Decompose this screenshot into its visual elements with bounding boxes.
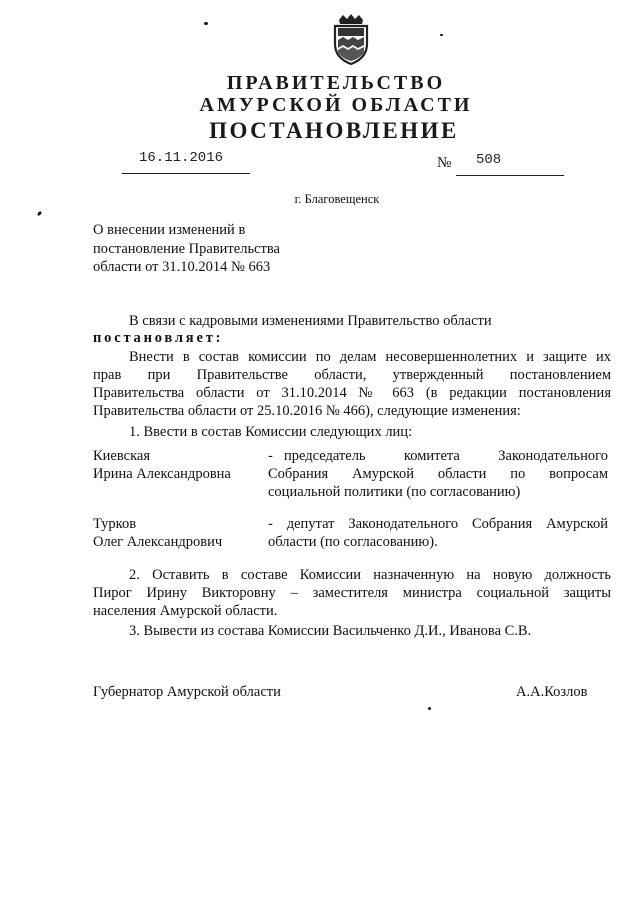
- member-surname: Турков: [93, 516, 137, 532]
- member-description: [284, 447, 608, 465]
- scan-speck: [204, 22, 208, 25]
- coat-of-arms-emblem: [331, 14, 371, 66]
- item-3: 3. Вывести из состава Комиссии Васильченко Д.И., Иванова С.В.: [129, 623, 532, 639]
- document-number: 508: [476, 152, 502, 168]
- member-given-names: Ирина Александровна: [93, 466, 231, 482]
- document-date: 16.11.2016: [139, 150, 224, 166]
- resolves-word: постановляет:: [93, 330, 224, 346]
- member-name: [93, 447, 263, 483]
- date-underline: [122, 173, 250, 174]
- signer-title: Губернатор Амурской области: [93, 684, 281, 700]
- scan-speck: [428, 707, 431, 710]
- intro-paragraph: В связи с кадровыми изменениями Правительство области: [129, 313, 492, 329]
- item-2: [93, 566, 611, 620]
- paragraph-line: Правительства области от 31.10.2014 № 663 (в редакции постановления: [93, 385, 611, 401]
- member-given-names: Олег Александрович: [93, 534, 223, 550]
- member-name: [93, 515, 263, 551]
- member-description: [268, 515, 608, 551]
- scan-speck: [37, 211, 43, 217]
- main-item-paragraph: [93, 348, 611, 420]
- government-name-line1: ПРАВИТЕЛЬСТВО: [226, 72, 446, 94]
- subject-line: области от 31.10.2014 № 663: [93, 259, 271, 275]
- paragraph-line: населения Амурской области.: [93, 603, 278, 619]
- subject-line: О внесении изменений в: [93, 222, 246, 238]
- description-line: - депутат Законодательного Собрания Амурской: [268, 516, 608, 532]
- description-line: социальной политики (по согласованию): [268, 484, 521, 500]
- member-surname: Киевская: [93, 448, 150, 464]
- member-description-cont: [268, 465, 608, 501]
- paragraph-line: прав при Правительстве области, утвержденный постановлением: [93, 367, 611, 383]
- description-line: области (по согласованию).: [268, 534, 438, 550]
- description-line: Собрания Амурской области по вопросам: [268, 466, 608, 482]
- member-dash: -: [268, 448, 273, 464]
- item-1: 1. Ввести в состав Комиссии следующих лиц:: [129, 424, 413, 440]
- document-subject: [93, 221, 280, 277]
- paragraph-line: Пирог Ирину Викторовну – заместителя министра социальной защиты: [93, 585, 611, 601]
- scan-speck: [440, 34, 443, 36]
- subject-line: постановление Правительства: [93, 240, 280, 257]
- government-name-line2: АМУРСКОЙ ОБЛАСТИ: [199, 94, 473, 116]
- city-of-issue: г. Благовещенск: [294, 192, 380, 206]
- paragraph-line: 2. Оставить в составе Комиссии назначенную на новую должность: [129, 567, 611, 583]
- paragraph-line: Внести в состав комиссии по делам несовершеннолетних и защите их: [129, 349, 611, 365]
- number-sign: №: [437, 155, 452, 171]
- document-type-title: ПОСТАНОВЛЕНИЕ: [209, 118, 459, 143]
- signer-name: А.А.Козлов: [516, 684, 588, 700]
- number-underline: [456, 175, 564, 176]
- description-line: председатель комитета Законодательного: [284, 448, 608, 464]
- paragraph-line: Правительства области от 25.10.2016 № 466), следующие изменения:: [93, 403, 521, 419]
